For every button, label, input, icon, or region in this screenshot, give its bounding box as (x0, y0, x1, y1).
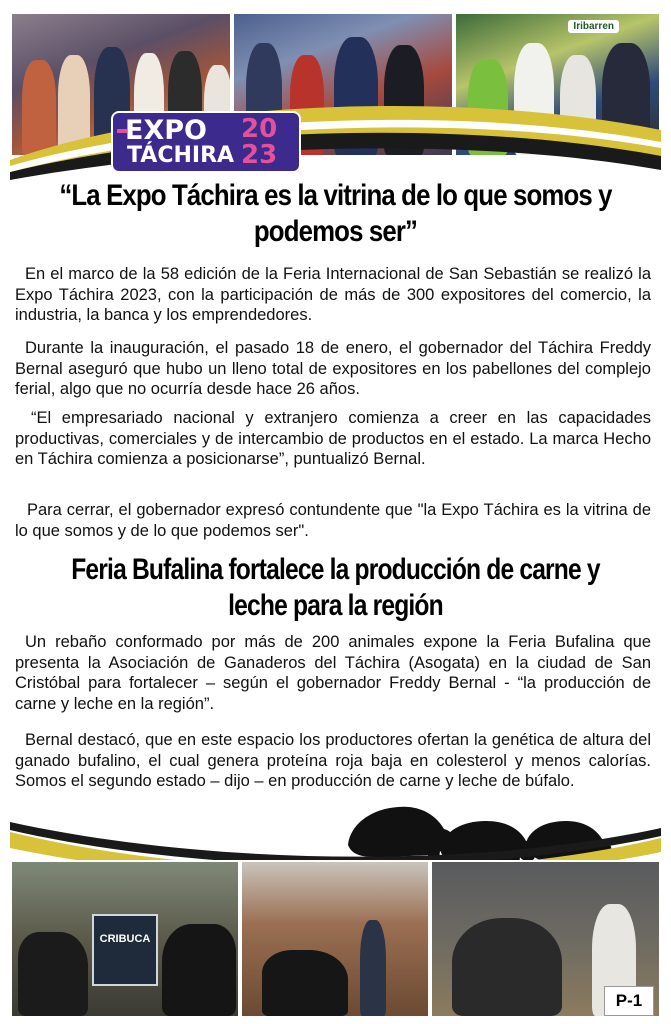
buffalo-silhouette (18, 932, 88, 1016)
bottom-photo-strip (10, 860, 661, 1018)
article1-paragraph: Para cerrar, el gobernador expresó contundente que "la Expo Táchira es la vitrina de lo que somos y de lo que podemos ser". (15, 501, 651, 540)
article1-paragraph: Durante la inauguración, el pasado 18 de enero, el gobernador del Táchira Freddy Bernal aseguró que hubo un lleno total de expositores en los pabellones del complejo ferial, algo que no ocurría desde hace 26 años. (15, 339, 651, 398)
buffalo-silhouette (262, 950, 348, 1016)
decorative-swoosh-top (0, 90, 671, 180)
photo-buffalo-handlers (10, 860, 240, 1018)
article1-paragraph: En el marco de la 58 edición de la Feria Internacional de San Sebastián se realizó la Expo Táchira 2023, con la participación de más de 300 expositores del comercio, la industria, la banca y los emprendedores. (15, 265, 651, 324)
logo-expo-text: EXPO (125, 115, 208, 146)
page-number: P-1 (604, 986, 654, 1016)
person-silhouette (360, 920, 386, 1016)
buffalo-silhouette (452, 918, 562, 1016)
photo-buffalo-arena (240, 860, 430, 1018)
buffalo-silhouette (162, 924, 236, 1016)
logo-year-top: 20 (241, 114, 278, 144)
expo-tachira-2023-logo (113, 113, 299, 171)
article2-paragraph: Bernal destacó, que en este espacio los productores ofertan la genética de altura del ganado bufalino, el cual genera proteína roja baja en colesterol y menos calorías. Somos el segundo estado – dijo – en producción de carne y leche de búfalo. (15, 731, 651, 790)
article2-headline: Feria Bufalina fortalece la producción de carne y leche para la región (71, 553, 600, 622)
article2-paragraph: Un rebaño conformado por más de 200 animales expone la Feria Bufalina que presenta la Asociación de Ganaderos del Táchira (Asogata) en la ciudad de San Cristóbal para fortalecer – según el gobernador Freddy Bernal - “la producción de carne y leche en la región”. (15, 633, 651, 713)
article1-headline: “La Expo Táchira es la vitrina de lo que somos y podemos ser” (59, 179, 612, 248)
logo-year-bottom: 23 (241, 140, 278, 170)
cribuca-banner: CRIBUCA (92, 914, 158, 986)
article1-paragraph: “El empresariado nacional y extranjero comienza a creer en las capacidades productivas, comerciales y de intercambio de productos en el estado. La marca Hecho en Táchira comienza a posicionarse”, puntualizó Bernal. (15, 409, 651, 468)
sponsor-sign: Iribarren (568, 20, 619, 33)
logo-tachira-text: TÁCHIRA (127, 143, 235, 168)
